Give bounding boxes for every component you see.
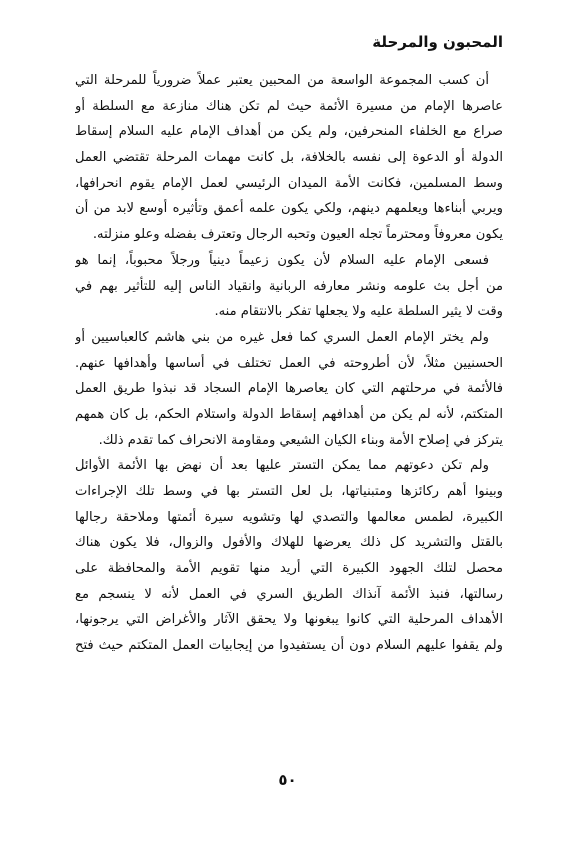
paragraph-3-line-5: يتركز في إصلاح الأمة وبناء الكيان الشيعي ومقاومة الانحراف كما تقدم ذلك. [98,432,503,448]
paragraph-2-line-2: من أجل بث علومه ونشر معارفه الربانية وانقياد الناس إليه للتأثير بهم في [75,278,503,294]
paragraph-1-line-5: وسط المسلمين، فكانت الأمة الميدان الرئيسي لعمل الإمام يقوم انحرافها، [75,175,503,191]
paragraph-4-line-1: ولم تكن دعوتهم مما يمكن التستر عليها بعد أن نهض بها الأئمة الأوائل [75,458,489,474]
paragraph-4-line-7: الأهداف المرحلية التي كانوا يبغونها ولا يحقق الآثار والأغراض التي يرجونها، [75,612,503,628]
paragraph-3-line-2: الحسنيين مثلاً، لأن أطروحته في العمل تختلف في أساسها وأهدافها عنهم. [75,355,503,371]
paragraph-3-line-3: فالأئمة في مرحلتهم التي كان يعاصرها الإمام السجاد قد نبذوا طريق العمل [75,381,503,397]
paragraph-1-line-6: ويربي أبناءها ويعلمهم دينهم، ولكي يكون علمه أعمق وتأثيره أوسع لابد من أن [75,201,503,217]
body-text [75,68,503,659]
paragraph-4-line-6: رسالتها، فنبذ الأئمة آنذاك الطريق السري في العمل لأنه لا ينسجم مع [75,586,503,602]
paragraph-4-line-5: محصل لتلك الجهود الكبيرة التي أريد منها تقويم الأمة والمحافظة على [75,561,503,577]
running-header-title: المحبون والمرحلة [372,33,503,51]
paragraph-4-line-3: الكبيرة، لطمس معالمها والتصدي لها وتشويه سيرة أئمتها وملاحقة رجالها [75,509,503,525]
page-number: ٥٠ [278,771,297,789]
paragraph-3-line-4: المتكتم، لأنه لم يكن من أهدافهم إسقاط الدولة واستلام الحكم، بل كان همهم [75,406,503,422]
paragraph-1-line-7: يكون معروفاً ومحترماً تجله العيون وتحبه الرجال وتعترف بفضله وعلو منزلته. [92,227,503,243]
paragraph-1-line-4: الدولة أو الدعوة إلى نفسه بالخلافة، بل كانت مهمات المرحلة تقتضي العمل [75,150,503,166]
paragraph-4-line-4: بالقتل والتشريد كل ذلك يعرضها للهلاك والأفول والزوال، فلا يكون هناك [75,535,503,551]
paragraph-2-line-1: فسعى الإمام عليه السلام لأن يكون زعيماً دينياً ورجلاً محبوباً، إنما هو [75,252,489,268]
paragraph-1-line-3: صراع مع الخلفاء المنحرفين، ولم يكن من أهداف الإمام عليه السلام إسقاط [75,124,503,140]
paragraph-4-line-2: وبينوا أهم ركائزها ومتبنياتها، بل لعل التستر بها في وسط تلك الإجراءات [75,484,503,499]
paragraph-1-line-2: عاصرها الإمام من مسيرة الأئمة حيث لم تكن هناك منازعة مع السلطة أو [75,98,503,114]
paragraph-2-line-3: وقت لا يثير السلطة عليه ولا يجعلها تفكر بالانتقام منه. [214,304,503,320]
paragraph-1-line-1: أن كسب المجموعة الواسعة من المحبين يعتبر عملاً ضرورياً للمرحلة التي [75,73,489,88]
paragraph-3-line-1: ولم يختر الإمام العمل السري كما فعل غيره من بني هاشم كالعباسيين أو [75,329,489,345]
paragraph-4-line-8: ولم يقفوا عليهم السلام دون أن يستفيدوا من إيجابيات العمل المتكتم حيث فتح [75,638,503,654]
